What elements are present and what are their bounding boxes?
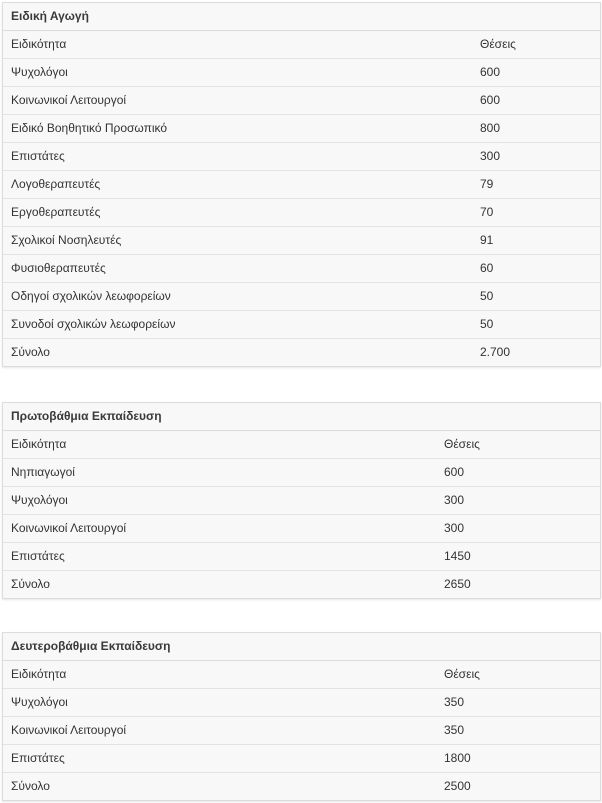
cell-specialty: Νηπιαγωγοί [11, 465, 75, 479]
cell-positions: 50 [480, 289, 494, 303]
table-total-row [3, 571, 600, 598]
cell-specialty: Κοινωνικοί Λειτουργοί [11, 93, 127, 107]
table-row [3, 59, 600, 87]
table-total-row [3, 773, 600, 800]
table-header-row [3, 431, 600, 459]
table-row [3, 717, 600, 745]
cell-positions: 600 [480, 93, 501, 107]
table-secondary-education [2, 632, 601, 801]
table-header-row [3, 31, 600, 59]
table-row [3, 199, 600, 227]
cell-positions: 350 [444, 695, 465, 709]
table-row [3, 487, 600, 515]
cell-specialty: Λογοθεραπευτές [11, 177, 101, 191]
cell-positions: 1450 [444, 549, 471, 563]
table-row [3, 255, 600, 283]
table-row [3, 115, 600, 143]
table-row [3, 171, 600, 199]
table-title: Πρωτοβάθμια Εκπαίδευση [3, 403, 600, 431]
table-row [3, 459, 600, 487]
table-row [3, 311, 600, 339]
cell-positions: 70 [480, 205, 494, 219]
table-row [3, 745, 600, 773]
total-value: 2500 [444, 779, 471, 793]
table-row [3, 143, 600, 171]
cell-specialty: Ειδικό Βοηθητικό Προσωπικό [11, 121, 168, 135]
table-row [3, 515, 600, 543]
total-value: 2650 [444, 577, 471, 591]
table-title: Ειδική Αγωγή [3, 3, 600, 31]
cell-specialty: Κοινωνικοί Λειτουργοί [11, 521, 127, 535]
table-special-education [2, 2, 601, 367]
cell-positions: 79 [480, 177, 494, 191]
cell-positions: 300 [444, 493, 465, 507]
table-total-row [3, 339, 600, 366]
column-header-specialty: Ειδικότητα [11, 437, 67, 451]
cell-positions: 91 [480, 233, 494, 247]
cell-specialty: Ψυχολόγοι [11, 695, 68, 709]
column-header-positions: Θέσεις [444, 667, 480, 681]
column-header-specialty: Ειδικότητα [11, 667, 67, 681]
cell-specialty: Επιστάτες [11, 149, 65, 163]
cell-positions: 50 [480, 317, 494, 331]
cell-positions: 350 [444, 723, 465, 737]
table-row [3, 543, 600, 571]
cell-specialty: Εργοθεραπευτές [11, 205, 101, 219]
cell-specialty: Σχολικοί Νοσηλευτές [11, 233, 122, 247]
cell-specialty: Οδηγοί σχολικών λεωφορείων [11, 289, 171, 303]
cell-positions: 600 [480, 65, 501, 79]
cell-positions: 60 [480, 261, 494, 275]
table-row [3, 283, 600, 311]
cell-specialty: Επιστάτες [11, 751, 65, 765]
table-title: Δευτεροβάθμια Εκπαίδευση [3, 633, 600, 661]
cell-positions: 300 [480, 149, 501, 163]
table-header-row [3, 661, 600, 689]
cell-specialty: Ψυχολόγοι [11, 493, 68, 507]
total-label: Σύνολο [11, 779, 50, 793]
table-row [3, 227, 600, 255]
cell-positions: 1800 [444, 751, 471, 765]
cell-positions: 600 [444, 465, 465, 479]
cell-specialty: Κοινωνικοί Λειτουργοί [11, 723, 127, 737]
total-label: Σύνολο [11, 577, 50, 591]
cell-positions: 300 [444, 521, 465, 535]
table-primary-education [2, 402, 601, 599]
table-row [3, 87, 600, 115]
column-header-positions: Θέσεις [444, 437, 480, 451]
total-label: Σύνολο [11, 345, 50, 359]
column-header-positions: Θέσεις [480, 37, 516, 51]
cell-specialty: Φυσιοθεραπευτές [11, 261, 106, 275]
total-value: 2.700 [480, 345, 511, 359]
column-header-specialty: Ειδικότητα [11, 37, 67, 51]
cell-positions: 800 [480, 121, 501, 135]
table-row [3, 689, 600, 717]
cell-specialty: Ψυχολόγοι [11, 65, 68, 79]
cell-specialty: Συνοδοί σχολικών λεωφορείων [11, 317, 176, 331]
cell-specialty: Επιστάτες [11, 549, 65, 563]
